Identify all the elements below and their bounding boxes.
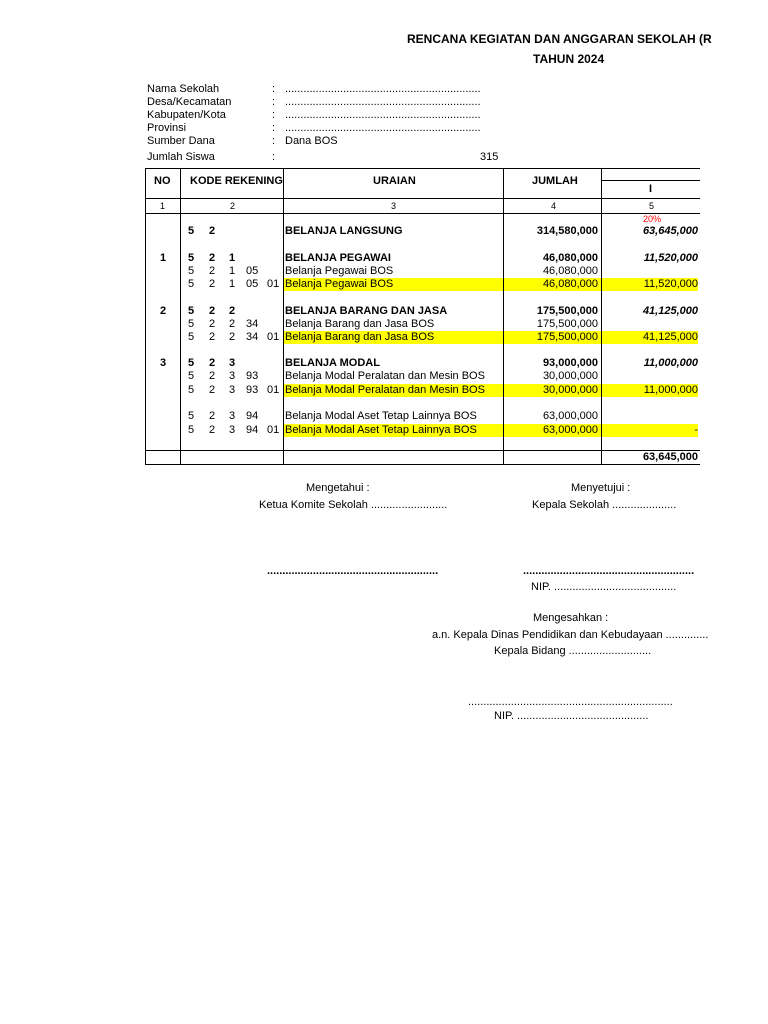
kode-segment: 3 (229, 384, 236, 396)
header-no: NO (154, 175, 171, 187)
report-year: TAHUN 2024 (533, 52, 605, 66)
info-sep: : (272, 135, 276, 147)
kode-segment: 2 (229, 318, 236, 330)
kode-segment: 2 (209, 331, 216, 343)
row-jumlah: 46,080,000 (542, 252, 598, 264)
mengetahui-label: Mengetahui : (306, 482, 370, 494)
row-jumlah: 93,000,000 (542, 357, 598, 369)
table-border (503, 168, 504, 465)
kode-segment: 5 (188, 384, 195, 396)
row-description: BELANJA LANGSUNG (285, 225, 403, 237)
kode-segment: 2 (209, 384, 216, 396)
kode-segment: 2 (209, 265, 216, 277)
table-border (601, 180, 700, 181)
row-period-amount: 11,520,000 (643, 278, 698, 290)
ketua-komite-label: Ketua Komite Sekolah ......................... (259, 499, 448, 511)
kode-segment: 05 (246, 265, 259, 277)
kode-segment: 01 (267, 331, 280, 343)
row-description: Belanja Barang dan Jasa BOS (285, 331, 435, 343)
col-number: 5 (649, 201, 655, 211)
table-border (145, 213, 700, 214)
kode-segment: 93 (246, 384, 259, 396)
kode-segment: 2 (209, 278, 216, 290)
kode-segment: 2 (209, 252, 216, 264)
info-value-nama-sekolah: ................................................................ (285, 83, 481, 95)
kode-segment: 2 (209, 370, 216, 382)
kode-segment: 5 (188, 318, 195, 330)
kode-segment: 01 (267, 424, 280, 436)
row-description: Belanja Barang dan Jasa BOS (285, 318, 435, 330)
table-border (145, 168, 146, 465)
kode-segment: 94 (246, 424, 259, 436)
kode-segment: 5 (188, 252, 195, 264)
row-period-amount: 11,000,000 (643, 357, 698, 369)
row-jumlah: 175,500,000 (536, 318, 598, 330)
col-number: 4 (551, 201, 557, 211)
nip-kepala-sekolah: NIP. ........................................ (531, 581, 677, 593)
kode-segment: 05 (246, 278, 259, 290)
kode-segment: 2 (209, 357, 216, 369)
kode-segment: 5 (188, 265, 195, 277)
kode-segment: 1 (229, 265, 236, 277)
signature-line-ketua: ........................................................ (267, 565, 439, 577)
col-number: 1 (160, 201, 166, 211)
kode-segment: 2 (229, 305, 236, 317)
signature-line-kepala-bidang: ................................................................... (468, 696, 673, 708)
row-description: Belanja Modal Aset Tetap Lainnya BOS (285, 424, 477, 436)
info-sep: : (272, 96, 276, 108)
row-number: 1 (160, 252, 167, 264)
kode-segment: 3 (229, 357, 236, 369)
info-label-kabupaten: Kabupaten/Kota (147, 109, 226, 121)
header-kode-rekening: KODE REKENING (190, 175, 283, 187)
header-jumlah: JUMLAH (532, 175, 578, 187)
total-period: 63,645,000 (642, 451, 698, 463)
info-value-desa: ................................................................ (285, 96, 481, 108)
row-description: BELANJA BARANG DAN JASA (285, 305, 448, 317)
table-border (145, 168, 700, 169)
info-sep: : (272, 109, 276, 121)
kode-segment: 94 (246, 410, 259, 422)
info-value-kabupaten: ................................................................ (285, 109, 481, 121)
row-jumlah: 63,000,000 (542, 410, 598, 422)
row-description: Belanja Modal Peralatan dan Mesin BOS (285, 370, 485, 382)
col-number: 3 (391, 201, 397, 211)
an-kepala-dinas-label: a.n. Kepala Dinas Pendidikan dan Kebudayaan .............. (432, 629, 709, 641)
table-border (283, 168, 284, 465)
row-jumlah: 30,000,000 (542, 384, 598, 396)
row-description: Belanja Modal Aset Tetap Lainnya BOS (285, 410, 477, 422)
kode-segment: 2 (229, 331, 236, 343)
signature-line-kepala: ........................................................ (523, 565, 695, 577)
info-sep: : (272, 83, 276, 95)
row-description: Belanja Pegawai BOS (285, 265, 394, 277)
kode-segment: 93 (246, 370, 259, 382)
info-value-sumber-dana: Dana BOS (285, 135, 338, 147)
info-value-provinsi: ................................................................ (285, 122, 481, 134)
kepala-bidang-label: Kepala Bidang ........................... (494, 645, 652, 657)
kode-segment: 3 (229, 424, 236, 436)
info-value-jumlah-siswa: 315 (480, 151, 499, 163)
row-number: 2 (160, 305, 167, 317)
info-label-provinsi: Provinsi (147, 122, 187, 134)
row-period-amount: 11,000,000 (643, 384, 698, 396)
row-period-amount: 11,520,000 (643, 252, 698, 264)
kode-segment: 5 (188, 225, 195, 237)
kode-segment: 5 (188, 278, 195, 290)
kode-segment: 01 (267, 278, 280, 290)
info-label-desa: Desa/Kecamatan (147, 96, 232, 108)
kode-segment: 1 (229, 278, 236, 290)
row-description: BELANJA PEGAWAI (285, 252, 391, 264)
info-label-sumber-dana: Sumber Dana (147, 135, 215, 147)
kode-segment: 2 (209, 424, 216, 436)
info-sep: : (272, 122, 276, 134)
row-description: Belanja Pegawai BOS (285, 278, 394, 290)
kode-segment: 2 (209, 318, 216, 330)
row-jumlah: 30,000,000 (542, 370, 598, 382)
kode-segment: 3 (229, 370, 236, 382)
header-period-i: I (649, 183, 653, 195)
row-description: Belanja Modal Peralatan dan Mesin BOS (285, 384, 485, 396)
kode-segment: 01 (267, 384, 280, 396)
row-period-amount: - (694, 424, 698, 436)
row-jumlah: 46,080,000 (542, 278, 598, 290)
row-jumlah: 175,500,000 (536, 331, 598, 343)
row-period-amount: 41,125,000 (642, 305, 698, 317)
kode-segment: 5 (188, 331, 195, 343)
row-jumlah: 46,080,000 (542, 265, 598, 277)
col-number: 2 (230, 201, 236, 211)
kode-segment: 5 (188, 410, 195, 422)
kode-segment: 5 (188, 357, 195, 369)
kode-segment: 2 (209, 225, 216, 237)
table-border (601, 168, 602, 465)
kode-segment: 5 (188, 370, 195, 382)
row-jumlah: 314,580,000 (536, 225, 598, 237)
percent-note: 20% (643, 214, 662, 224)
row-description: BELANJA MODAL (285, 357, 380, 369)
row-period-amount: 41,125,000 (642, 331, 698, 343)
kode-segment: 5 (188, 424, 195, 436)
menyetujui-label: Menyetujui : (571, 482, 631, 494)
row-period-amount: 63,645,000 (642, 225, 698, 237)
kode-segment: 5 (188, 305, 195, 317)
info-sep: : (272, 151, 276, 163)
table-border (145, 464, 700, 465)
info-label-jumlah-siswa: Jumlah Siswa (147, 151, 215, 163)
table-border (180, 168, 181, 465)
kode-segment: 3 (229, 410, 236, 422)
kode-segment: 1 (229, 252, 236, 264)
table-border (145, 450, 700, 451)
mengesahkan-label: Mengesahkan : (533, 612, 609, 624)
header-uraian: URAIAN (373, 175, 416, 187)
kode-segment: 2 (209, 305, 216, 317)
nip-kepala-bidang: NIP. ........................................... (494, 710, 649, 722)
kode-segment: 34 (246, 331, 259, 343)
row-jumlah: 63,000,000 (542, 424, 598, 436)
row-number: 3 (160, 357, 167, 369)
table-border (145, 198, 700, 199)
row-jumlah: 175,500,000 (536, 305, 598, 317)
info-label-nama-sekolah: Nama Sekolah (147, 83, 220, 95)
kepala-sekolah-label: Kepala Sekolah ..................... (532, 499, 677, 511)
kode-segment: 34 (246, 318, 259, 330)
report-title: RENCANA KEGIATAN DAN ANGGARAN SEKOLAH (R (407, 32, 712, 46)
kode-segment: 2 (209, 410, 216, 422)
